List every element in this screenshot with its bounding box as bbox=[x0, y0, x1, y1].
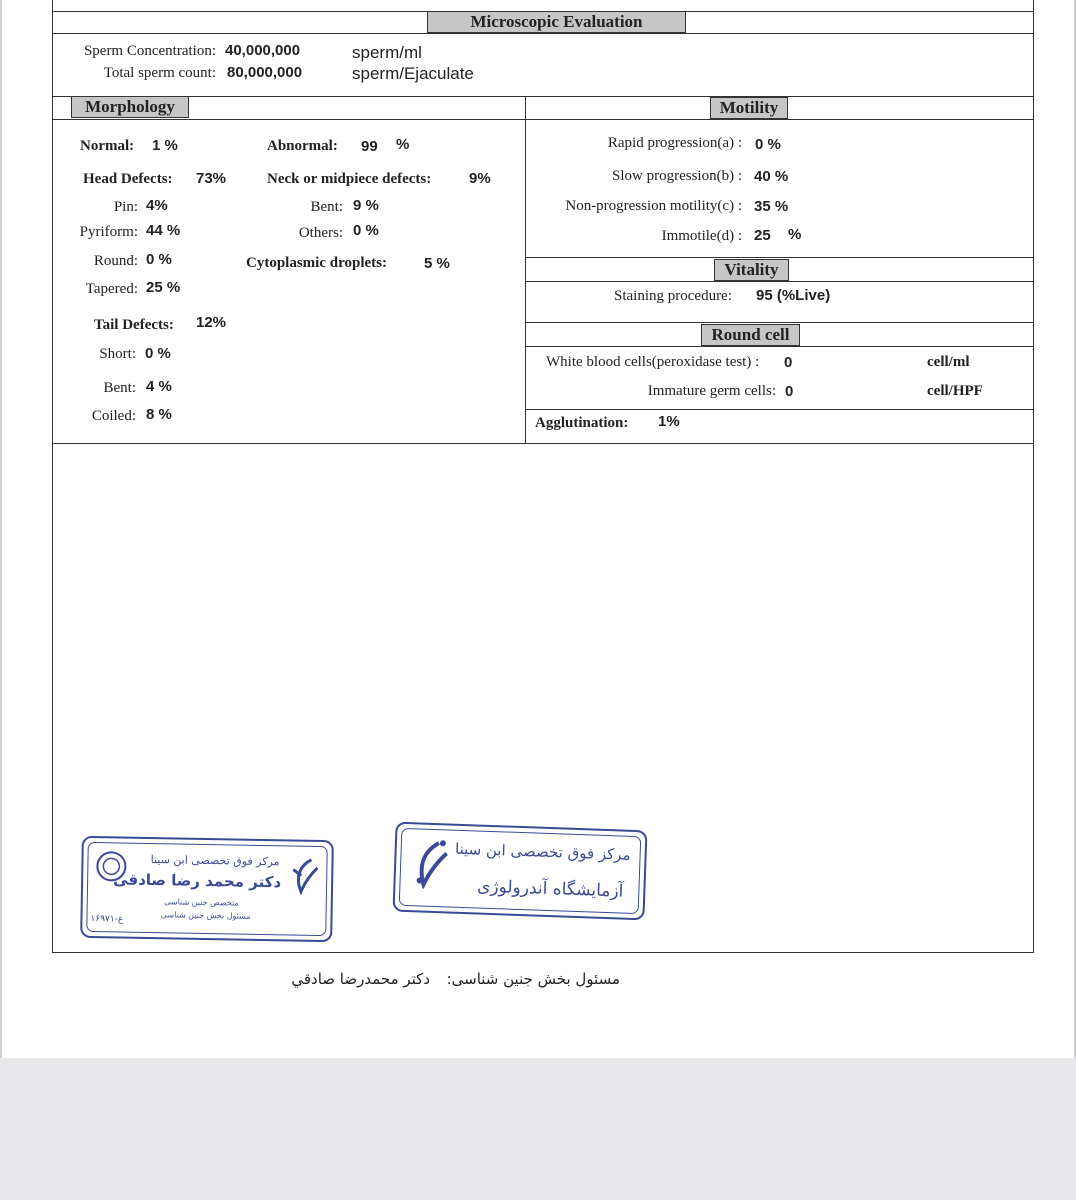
tail-bent-label: Bent: bbox=[103, 380, 136, 396]
round-value: 0 % bbox=[146, 251, 172, 268]
short-label: Short: bbox=[99, 346, 136, 362]
page-edge-left bbox=[0, 0, 2, 1058]
divider bbox=[525, 281, 1034, 282]
short-value: 0 % bbox=[145, 345, 171, 362]
stamp-doctor-name: دکتر محمد رضا صادقی bbox=[113, 870, 282, 892]
wbc-label: White blood cells(peroxidase test) : bbox=[546, 354, 760, 370]
rapid-progression-label: Rapid progression(a) : bbox=[607, 135, 742, 151]
rapid-progression-value: 0 % bbox=[755, 136, 781, 153]
head-defects-value: 73% bbox=[196, 170, 227, 187]
tail-defects-value: 12% bbox=[196, 314, 227, 331]
agglutination-label: Agglutination: bbox=[535, 415, 629, 431]
abnormal-value: 99 bbox=[361, 138, 378, 155]
stamp-center-name: مرکز فوق تخصصی ابن سینا bbox=[150, 853, 280, 869]
slow-progression-label: Slow progression(b) : bbox=[612, 168, 742, 184]
wbc-unit: cell/ml bbox=[927, 354, 970, 370]
normal-label: Normal: bbox=[80, 138, 135, 154]
section-header-morphology: Morphology bbox=[71, 96, 189, 118]
concentration-value: 40,000,000 bbox=[225, 42, 301, 59]
leaf-logo-icon bbox=[289, 855, 320, 896]
pyriform-label: Pyriform: bbox=[79, 224, 138, 240]
immature-germ-unit: cell/HPF bbox=[927, 383, 983, 399]
tapered-value: 25 % bbox=[146, 279, 181, 296]
non-progression-value: 35 % bbox=[754, 198, 789, 215]
divider bbox=[52, 33, 1034, 34]
signature-label: مسئول بخش جنین شناسی: bbox=[446, 970, 620, 988]
slow-progression-value: 40 % bbox=[754, 168, 789, 185]
abnormal-label: Abnormal: bbox=[267, 138, 338, 154]
normal-value: 1 % bbox=[152, 137, 178, 154]
tail-bent-value: 4 % bbox=[146, 378, 172, 395]
cytoplasmic-label: Cytoplasmic droplets: bbox=[246, 255, 387, 271]
section-header-round-cell: Round cell bbox=[701, 324, 800, 346]
immotile-label: Immotile(d) : bbox=[661, 228, 742, 244]
round-label: Round: bbox=[93, 253, 138, 269]
lab-stamp-center-name: مرکز فوق تخصصی ابن سینا bbox=[454, 839, 631, 864]
divider bbox=[52, 96, 1034, 97]
pin-value: 4% bbox=[146, 197, 168, 214]
lab-stamp bbox=[393, 822, 648, 921]
neck-defects-label: Neck or midpiece defects: bbox=[267, 171, 432, 187]
tail-defects-label: Tail Defects: bbox=[94, 317, 174, 333]
staining-label: Staining procedure: bbox=[614, 288, 732, 304]
neck-bent-label: Bent: bbox=[310, 199, 343, 215]
signature-name: دکتر محمدرضا صادقي bbox=[291, 970, 430, 988]
head-defects-label: Head Defects: bbox=[83, 171, 173, 187]
immature-germ-label: Immature germ cells: bbox=[647, 383, 776, 399]
pin-label: Pin: bbox=[113, 199, 138, 215]
divider bbox=[52, 119, 1034, 120]
immature-germ-value: 0 bbox=[785, 383, 794, 400]
divider bbox=[525, 346, 1034, 347]
leaf-logo-icon bbox=[409, 834, 449, 889]
others-label: Others: bbox=[298, 225, 343, 241]
wbc-value: 0 bbox=[784, 354, 793, 371]
non-progression-label: Non-progression motility(c) : bbox=[565, 198, 742, 214]
concentration-unit: sperm/ml bbox=[352, 43, 422, 62]
total-count-label: Total sperm count: bbox=[103, 65, 216, 81]
immotile-unit: % bbox=[788, 226, 802, 243]
column-divider bbox=[525, 96, 526, 443]
section-header-microscopic: Microscopic Evaluation bbox=[427, 11, 686, 33]
stamp-license-code: ع-۱۶۹۷۱ bbox=[90, 913, 124, 925]
stamp-specialty: متخصص جنین شناسی bbox=[164, 897, 239, 908]
pyriform-value: 44 % bbox=[146, 222, 181, 239]
doctor-stamp bbox=[80, 836, 334, 942]
divider bbox=[525, 257, 1034, 258]
divider bbox=[525, 409, 1034, 410]
section-header-motility: Motility bbox=[710, 97, 788, 119]
agglutination-value: 1% bbox=[658, 413, 680, 430]
tapered-label: Tapered: bbox=[85, 281, 138, 297]
staining-value: 95 (%Live) bbox=[756, 287, 831, 304]
total-count-value: 80,000,000 bbox=[227, 64, 303, 81]
divider bbox=[52, 443, 1034, 444]
lab-stamp-lab-name: آزمایشگاه آندرولوژی bbox=[476, 876, 624, 902]
stamp-position: مسئول بخش جنین شناسی bbox=[160, 910, 251, 921]
report-frame bbox=[52, 0, 1034, 953]
cytoplasmic-value: 5 % bbox=[424, 255, 450, 272]
neck-defects-value: 9% bbox=[469, 170, 491, 187]
section-header-vitality: Vitality bbox=[714, 259, 789, 281]
neck-bent-value: 9 % bbox=[353, 197, 379, 214]
coiled-label: Coiled: bbox=[91, 408, 136, 424]
total-count-unit: sperm/Ejaculate bbox=[352, 64, 474, 83]
divider bbox=[525, 322, 1034, 323]
abnormal-unit: % bbox=[396, 136, 410, 153]
others-value: 0 % bbox=[353, 222, 379, 239]
immotile-value: 25 bbox=[754, 227, 771, 244]
coiled-value: 8 % bbox=[146, 406, 172, 423]
concentration-label: Sperm Concentration: bbox=[83, 43, 216, 59]
